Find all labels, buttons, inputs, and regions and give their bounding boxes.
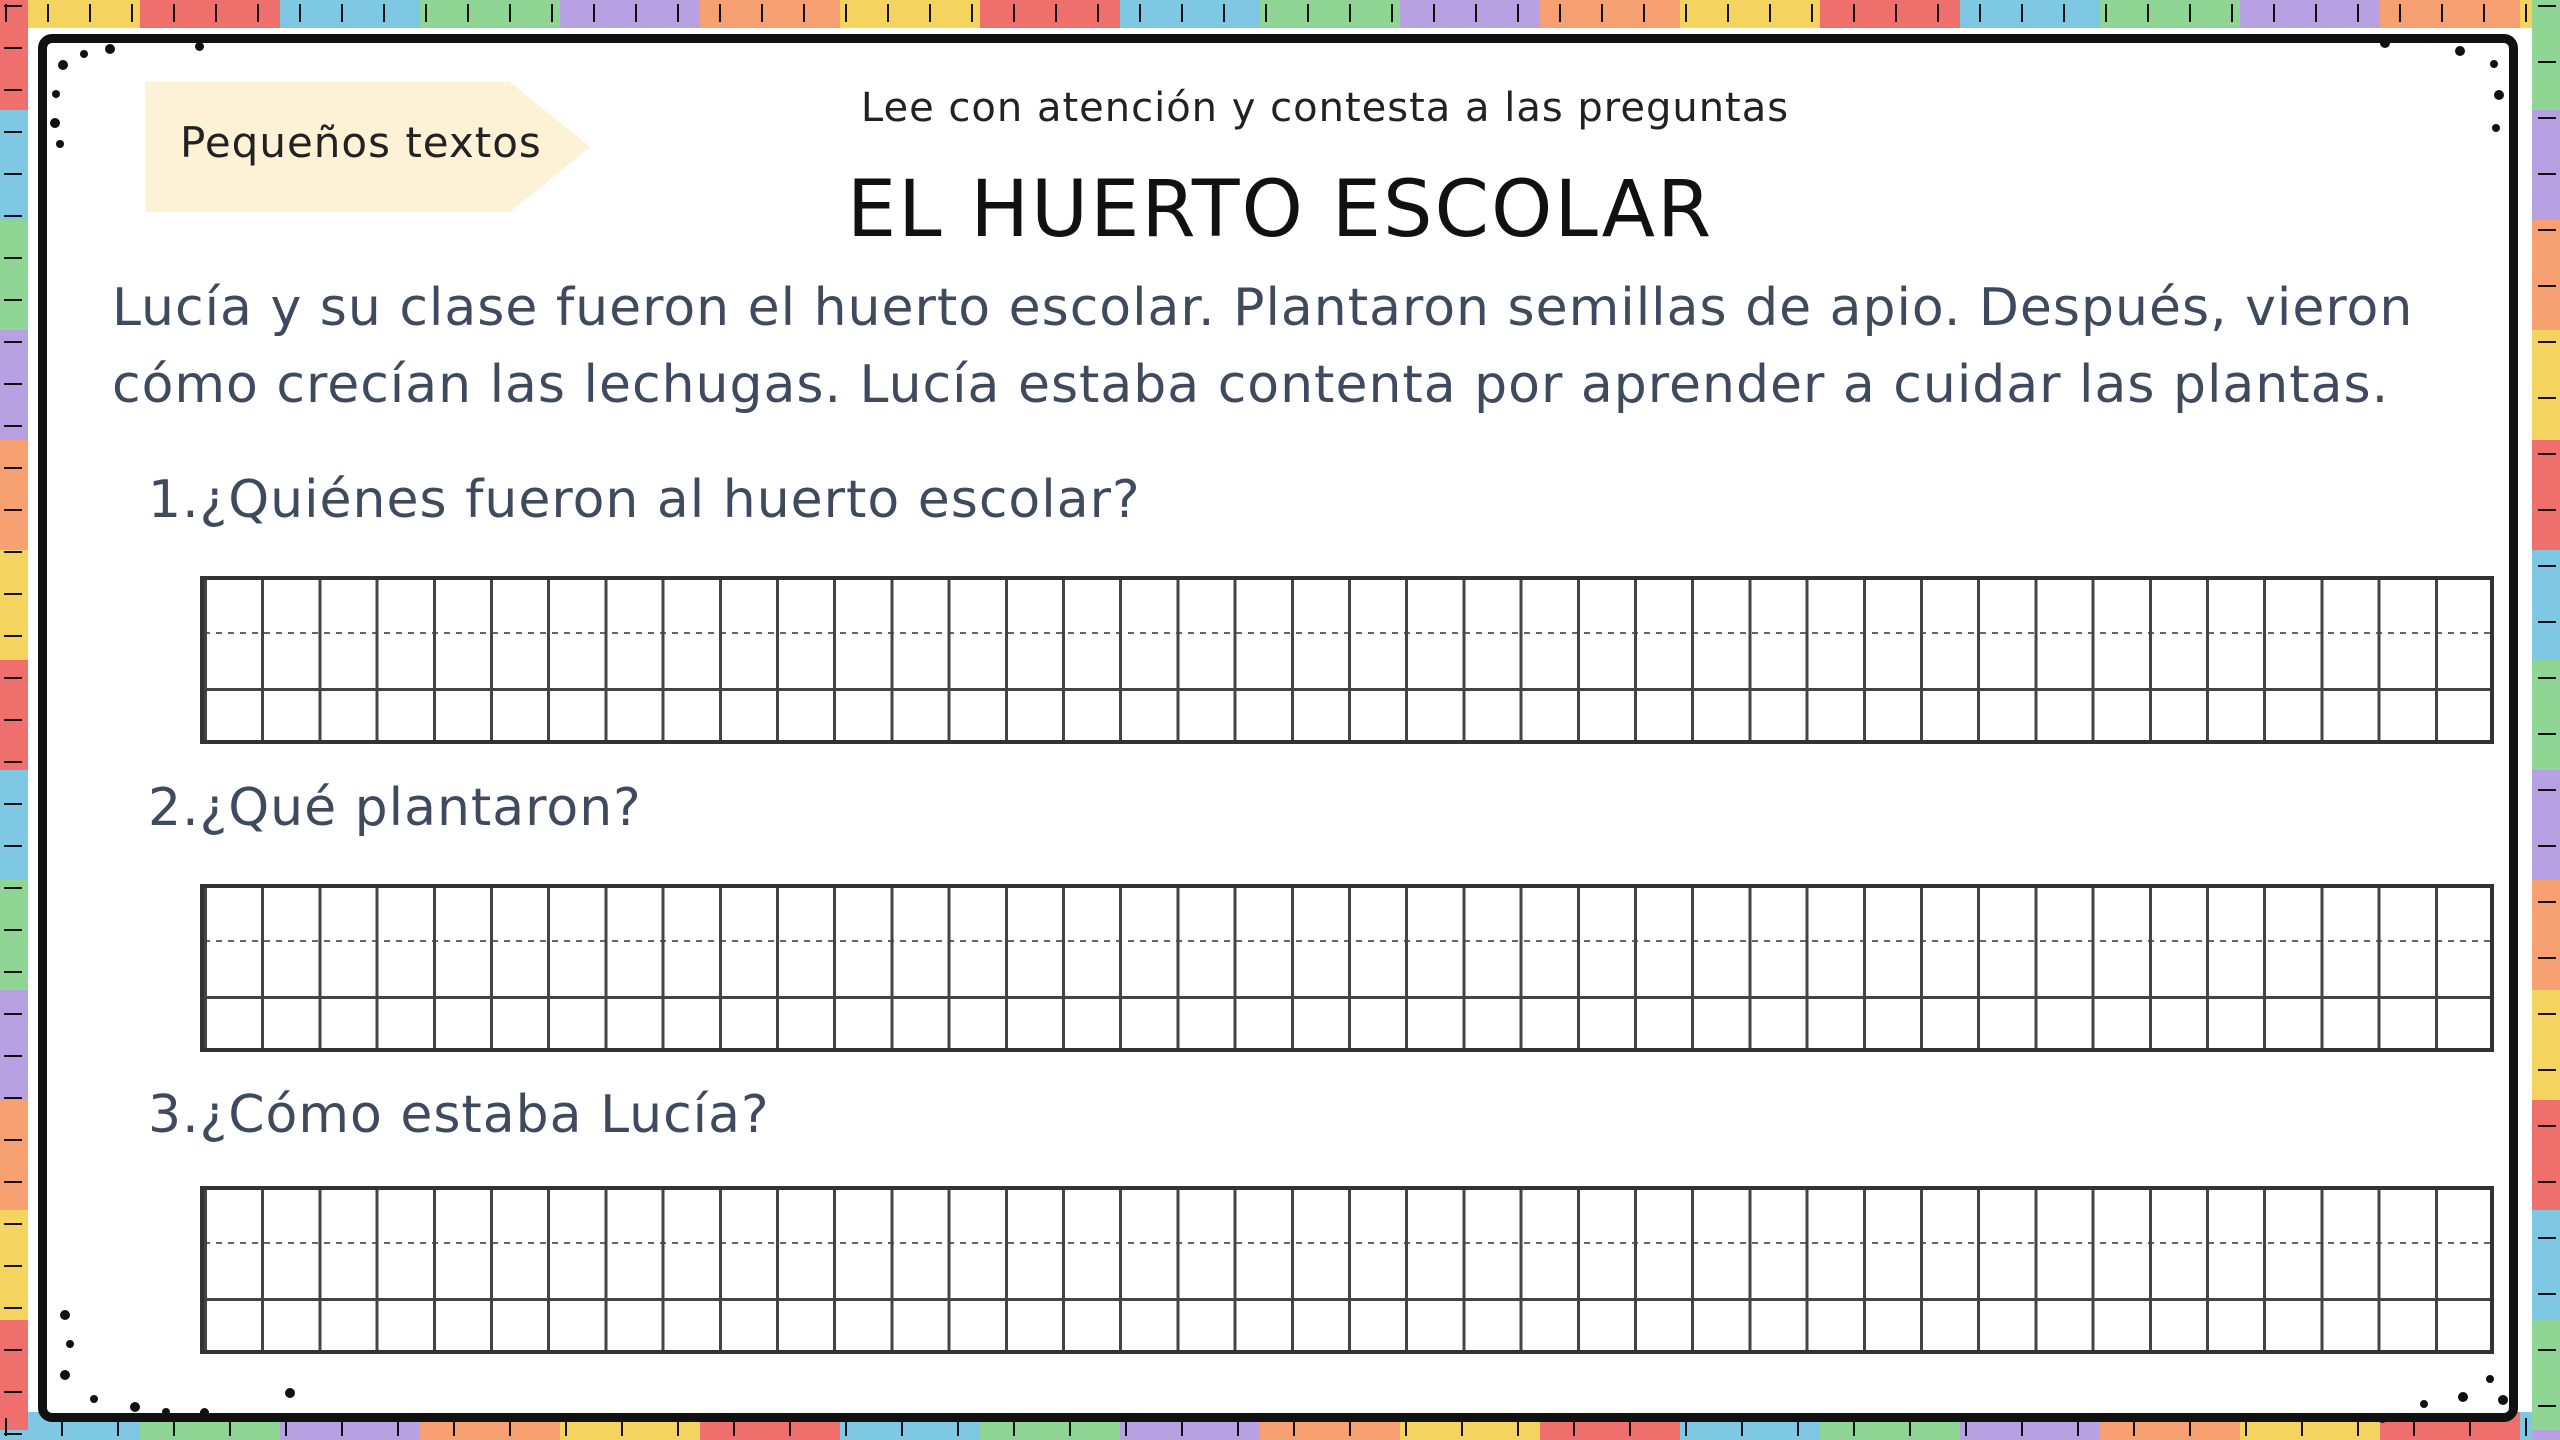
answer-grid-1[interactable] — [200, 576, 2494, 744]
page-title: EL HUERTO ESCOLAR — [846, 165, 1714, 255]
question-1: 1.¿Quiénes fueron al huerto escolar? — [148, 470, 1141, 530]
tag-label: Pequeños textos — [180, 118, 542, 167]
answer-grid-3[interactable] — [200, 1186, 2494, 1354]
instruction-text: Lee con atención y contesta a las preguntas — [860, 85, 1790, 131]
story-text: Lucía y su clase fueron el huerto escolar. Plantaron semillas de apio. Después, vieron cómo crecían las lechugas. Lucía estaba contenta por aprender a cuidar las plantas. — [112, 278, 2414, 415]
answer-grid-2[interactable] — [200, 884, 2494, 1052]
question-2: 2.¿Qué plantaron? — [148, 778, 642, 838]
question-3: 3.¿Cómo estaba Lucía? — [148, 1085, 770, 1145]
